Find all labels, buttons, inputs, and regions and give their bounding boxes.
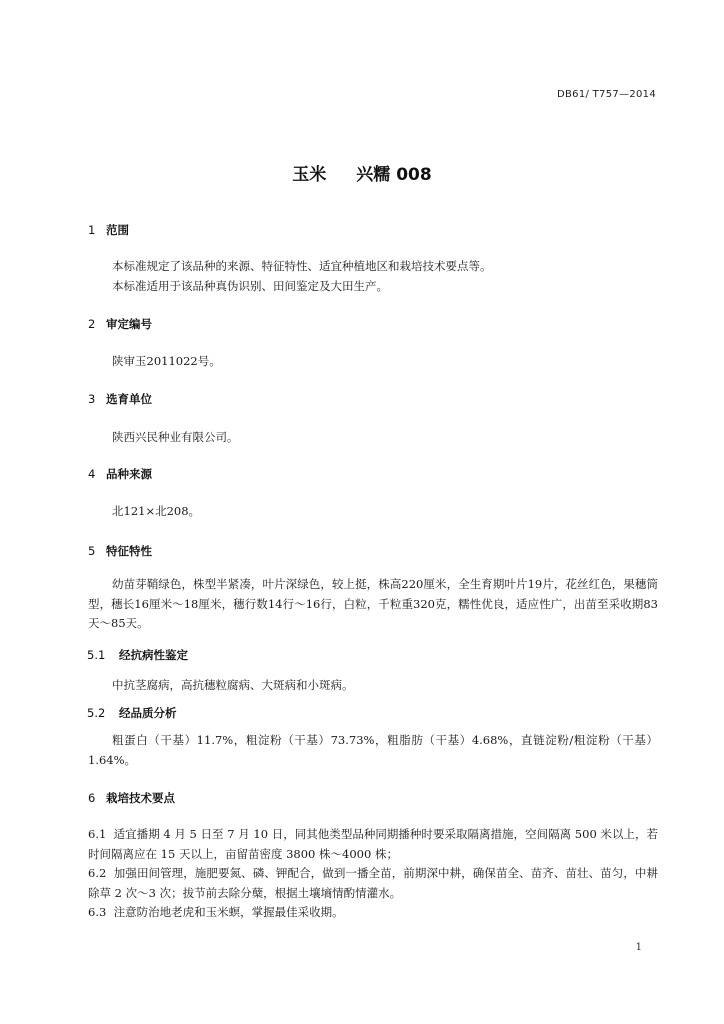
section-title: 品种来源 [106,467,152,481]
section-title: 栽培技术要点 [106,791,175,805]
subsection-title: 经品质分析 [119,706,177,720]
section-number: 1 [88,223,96,237]
section-heading-approval [88,316,152,332]
section-heading-breeder [88,391,152,407]
title-crop: 玉米 [292,165,327,185]
section-heading-characteristics [88,543,152,559]
section-heading-cultivation [88,790,175,806]
quality-paragraph [88,731,658,770]
disease-paragraph: 中抗茎腐病，高抗穗粒腐病、大斑病和小斑病。 [112,678,354,692]
item-text: 注意防治地老虎和玉米螟，掌握最佳采收期。 [113,905,344,919]
scope-paragraph-1: 本标准规定了该品种的来源、特征特性、适宜种植地区和栽培技术要点等。 [112,259,492,273]
item-number: 6.3 [88,905,107,919]
standard-code: DB61/ T757—2014 [557,89,656,100]
item-text: 适宜播期 4 月 5 日至 7 月 10 日，同其他类型品种同期播种时要采取隔离措施，空间隔离 500 米以上，若时间隔离应在 15 天以上，亩留苗密度 3800 株～4000 株； [88,827,658,861]
section-heading-scope [88,222,129,238]
paragraph-text: 幼苗芽鞘绿色，株型半紧凑，叶片深绿色，较上挺，株高220厘米，全生育期叶片19片，花丝红色，果穗筒型，穗长16厘米～18厘米，穗行数14行～16行，白粒，千粒重320克，糯性优良，适应性广，出苗至采收期83天～85天。 [88,577,658,630]
section-title: 选育单位 [106,392,152,406]
subsection-number: 5.2 [87,706,106,720]
item-number: 6.2 [88,866,107,880]
item-text: 加强田间管理，施肥要氮、磷、钾配合，做到一播全苗，前期深中耕，确保苗全、苗齐、苗壮、苗匀，中耕除草 2 次～3 次；拔节前去除分蘖，根据土壤墒情酌情灌水。 [88,866,659,900]
paragraph-text: 粗蛋白（干基）11.7%，粗淀粉（干基）73.73%，粗脂肪（干基）4.68%，直链淀粉/粗淀粉（干基）1.64%。 [88,733,658,767]
section-title: 审定编号 [106,317,152,331]
document-title [0,160,724,185]
section-number: 3 [88,392,96,406]
section-number: 4 [88,467,96,481]
approval-paragraph: 陕审玉2011022号。 [112,354,221,368]
scope-paragraph-2: 本标准适用于该品种真伪识别、田间鉴定及大田生产。 [112,279,388,293]
characteristics-paragraph [88,575,658,634]
subsection-heading-quality [87,705,177,721]
origin-paragraph: 北121×北208。 [112,504,201,518]
title-variety: 兴糯 008 [356,165,432,185]
item-number: 6.1 [88,827,107,841]
cultivation-item-6-3 [88,903,658,923]
cultivation-item-6-1 [88,825,658,864]
section-heading-origin [88,466,152,482]
subsection-number: 5.1 [87,648,106,662]
cultivation-item-6-2 [88,864,658,903]
page-number: 1 [635,942,642,953]
subsection-heading-disease [87,647,188,663]
section-title: 特征特性 [106,544,152,558]
section-number: 5 [88,544,96,558]
section-number: 6 [88,791,96,805]
section-number: 2 [88,317,96,331]
breeder-paragraph: 陕西兴民种业有限公司。 [112,430,239,444]
subsection-title: 经抗病性鉴定 [119,648,188,662]
section-title: 范围 [106,223,129,237]
